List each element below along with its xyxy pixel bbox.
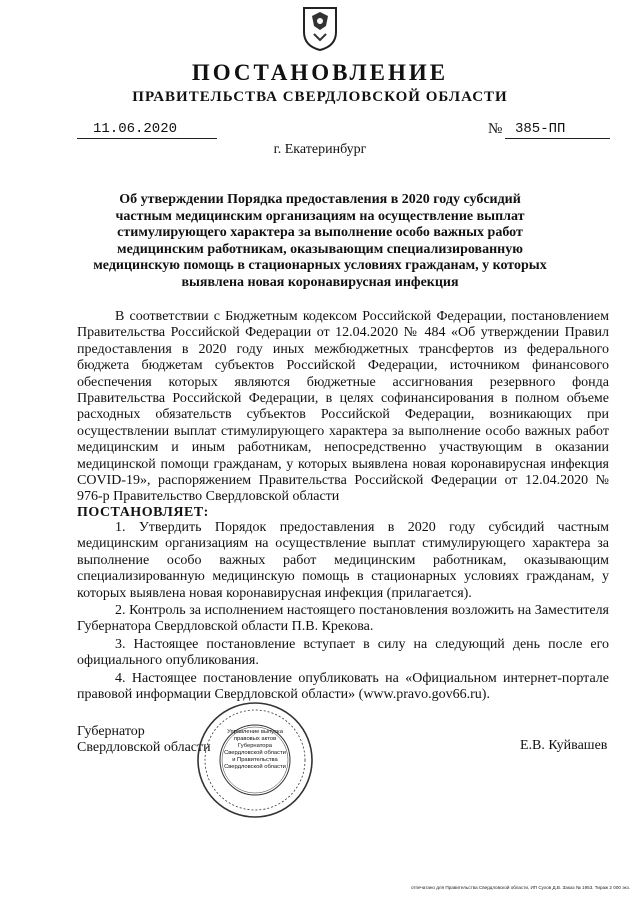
resolution-items (77, 520, 609, 704)
signatory-name: Е.В. Куйвашев (520, 738, 608, 753)
document-type-title: ПОСТАНОВЛЕНИЕ (191, 60, 449, 85)
signatory-position-line2: Свердловской области (77, 740, 211, 755)
resolves-heading: ПОСТАНОВЛЯЕТ: (77, 505, 209, 520)
seal-text: Управление выпуска правовых актов Губернатора Свердловской области и Правительства Свердловской области (224, 729, 286, 770)
signatory-position (77, 724, 211, 756)
number-label: № (488, 121, 503, 137)
document-number: 385-ПП (505, 121, 610, 139)
print-footer: отпечатано для Правительства Свердловской области, ИП Сухов Д.В. Заказ № 1953. Тираж 2 000 экз. (410, 885, 630, 890)
resolution-item: 4. Настоящее постановление опубликовать на «Официальном интернет-портале правовой информации Свердловской области» (www.pravo.gov66.ru). (77, 670, 609, 703)
document-date: 11.06.2020 (77, 121, 217, 139)
issuer-title: ПРАВИТЕЛЬСТВА СВЕРДЛОВСКОЙ ОБЛАСТИ (132, 89, 508, 105)
signatory-position-line1: Губернатор (77, 724, 145, 739)
city: г. Екатеринбург (273, 142, 367, 157)
coat-of-arms-icon (300, 4, 340, 52)
resolution-item: 3. Настоящее постановление вступает в силу на следующий день после его официального опубликования. (77, 636, 609, 669)
resolution-item: 2. Контроль за исполнением настоящего постановления возложить на Заместителя Губернатора Свердловской области П.В. Крекова. (77, 603, 609, 635)
document-subject: Об утверждении Порядка предоставления в 2020 году субсидий частным медицинским организациям на осуществление выплат стимулирующего характера за выполнение особо важных работ медицинским работникам, оказывающим специализированную медицинскую помощь в стационарных условиях гражданам, у которых выявлена новая коронавирусная инфекция (93, 192, 547, 290)
resolution-item: 1. Утвердить Порядок предоставления в 2020 году субсидий частным медицинским организациям на осуществление выплат стимулирующего характера за выполнение особо важных работ медицинским работникам, оказывающим специализированную медицинскую помощь в стационарных условиях гражданам, у которых выявлена новая коронавирусная инфекция (прилагается). (77, 520, 609, 601)
preamble-paragraph: В соответствии с Бюджетным кодексом Российской Федерации, постановлением Правительства Российской Федерации от 12.04.2020 № 484 «Об утверждении Правил предоставления в 2020 году иных межбюджетных трансфертов из федерального бюджета бюджетам субъектов Российской Федерации, источником финансового обеспечения которых являются бюджетные ассигнования резервного фонда Правительства Российской Федерации, в целях софинансирования в полном объеме расходных обязательств субъектов Российской Федерации, возникающих при осуществлении выплат стимулирующего характера за выполнение особо важных работ медицинским и иным работникам, непосредственно участвующим в оказании медицинской помощи гражданам, у которых выявлена новая коронавирусная инфекция COVID-19», распоряжением Правительства Российской Федерации от 12.04.2020 № 976-р Правительство Свердловской области (77, 309, 609, 505)
